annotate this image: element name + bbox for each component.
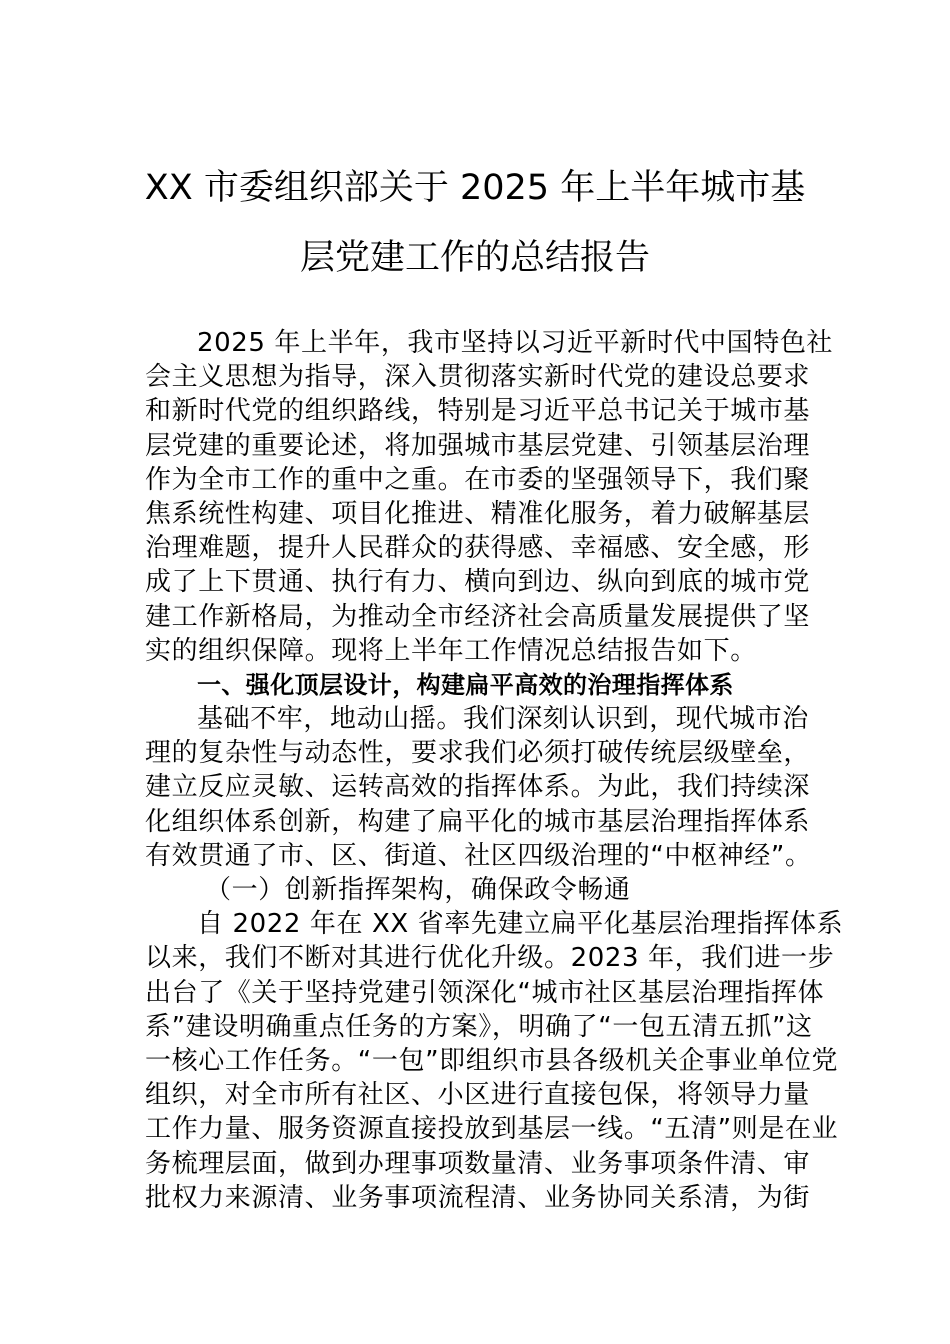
text-line: 务梳理层面，做到办理事项数量清、业务事项条件清、审 <box>145 1148 811 1179</box>
text-line: 有效贯通了市、区、街道、社区四级治理的“中枢神经”。 <box>145 840 812 871</box>
subsection-heading-text: （一）创新指挥架构，确保政令畅通 <box>205 875 631 905</box>
text-line: 作为全市工作的重中之重。在市委的坚强领导下，我们聚 <box>145 464 811 495</box>
text-line: 出台了《关于坚持党建引领深化“城市社区基层治理指挥体 <box>145 977 825 1008</box>
title-line-1: XX 市委组织部关于 2025 年上半年城市基 <box>144 168 806 208</box>
text-line: 以来，我们不断对其进行优化升级。2023 年，我们进一步 <box>145 943 835 974</box>
text-line: 焦系统性构建、项目化推进、精准化服务，着力破解基层 <box>145 498 811 529</box>
text-line: 批权力来源清、业务事项流程清、业务协同关系清，为街 <box>145 1182 811 1213</box>
text-line: 和新时代党的组织路线，特别是习近平总书记关于城市基 <box>145 396 811 427</box>
text-line: 理的复杂性与动态性，要求我们必须打破传统层级壁垒， <box>145 738 811 769</box>
subsection-heading-1 <box>145 873 810 907</box>
intro-paragraph <box>145 326 834 668</box>
subsection-1-paragraph <box>145 907 844 1215</box>
text-line: 一核心工作任务。“一包”即组织市县各级机关企事业单位党 <box>145 1045 839 1076</box>
text-line: 组织，对全市所有社区、小区进行直接包保，将领导力量 <box>145 1080 811 1111</box>
text-line: 基础不牢，地动山摇。我们深刻认识到，现代城市治 <box>197 704 809 735</box>
title-line-2: 层党建工作的总结报告 <box>299 238 650 278</box>
section-1-paragraph <box>145 702 810 873</box>
text-line: 会主义思想为指导，深入贯彻落实新时代党的建设总要求 <box>145 362 811 393</box>
text-line: 层党建的重要论述，将加强城市基层党建、引领基层治理 <box>145 430 811 461</box>
document-body <box>145 326 844 1215</box>
text-line: 系”建设明确重点任务的方案》，明确了“一包五清五抓”这 <box>145 1011 813 1042</box>
text-line: 建工作新格局，为推动全市经济社会高质量发展提供了坚 <box>145 601 811 632</box>
text-line: 治理难题，提升人民群众的获得感、幸福感、安全感，形 <box>145 533 811 564</box>
section-heading-text: 一、强化顶层设计，构建扁平高效的治理指挥体系 <box>197 670 734 699</box>
text-line: 化组织体系创新，构建了扁平化的城市基层治理指挥体系 <box>145 806 811 837</box>
text-line: 建立反应灵敏、运转高效的指挥体系。为此，我们持续深 <box>145 772 811 803</box>
text-line: 2025 年上半年，我市坚持以习近平新时代中国特色社 <box>197 328 834 358</box>
text-line: 自 2022 年在 XX 省率先建立扁平化基层治理指挥体系 <box>197 909 844 940</box>
text-line: 实的组织保障。现将上半年工作情况总结报告如下。 <box>145 635 757 666</box>
text-line: 成了上下贯通、执行有力、横向到边、纵向到底的城市党 <box>145 567 811 598</box>
section-heading-1 <box>145 668 810 702</box>
text-line: 工作力量、服务资源直接投放到基层一线。“五清”则是在业 <box>145 1114 839 1145</box>
